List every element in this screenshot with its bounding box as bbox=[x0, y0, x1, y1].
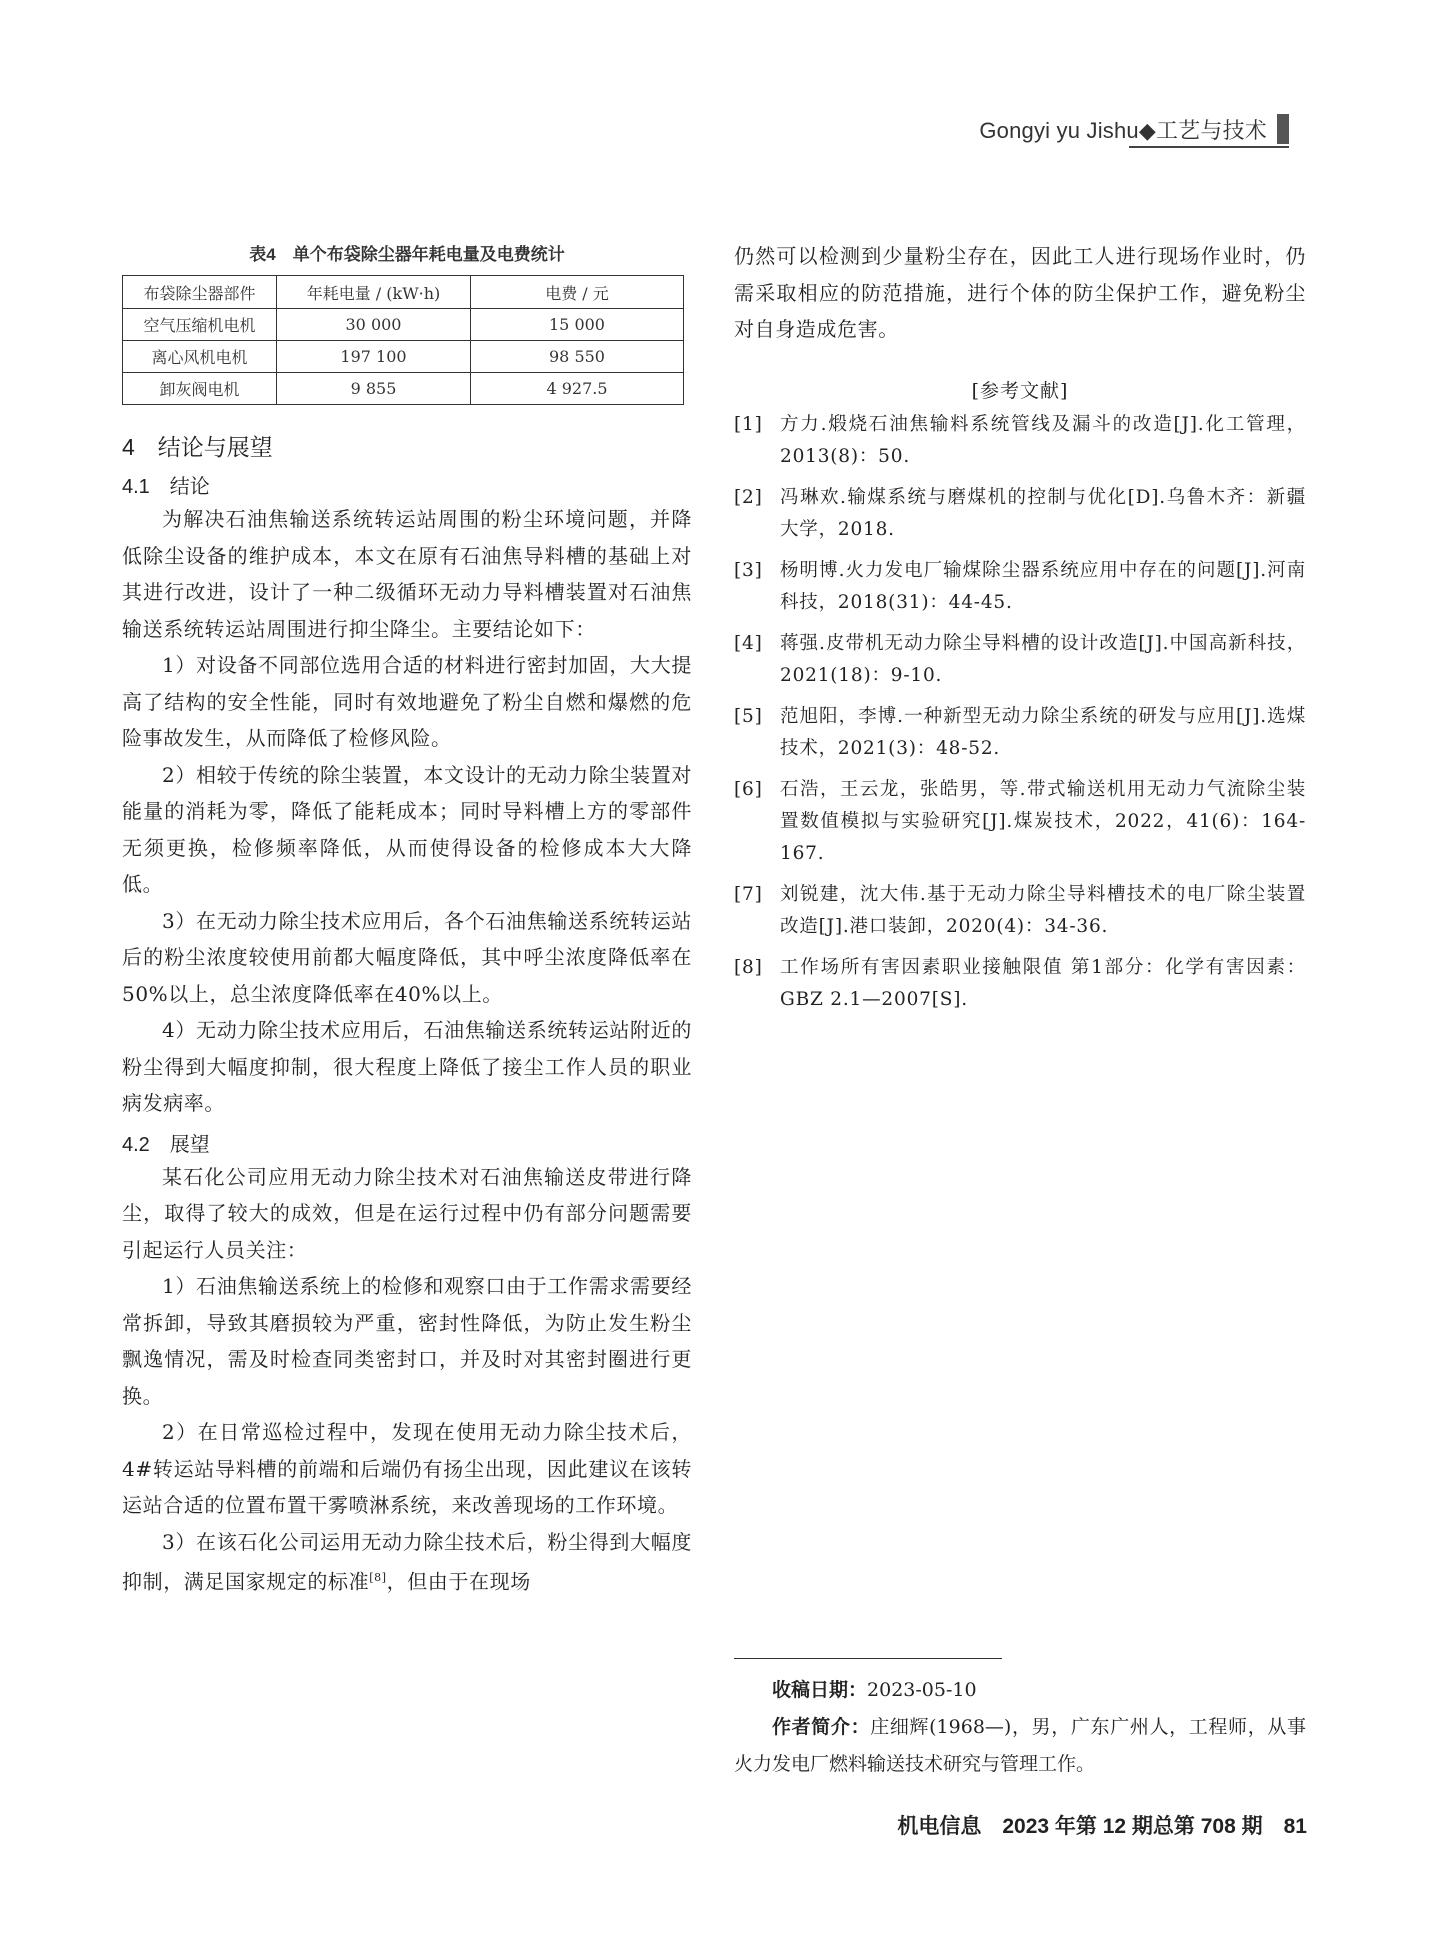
reference-text: 蒋强.皮带机无动力除尘导料槽的设计改造[J].中国高新科技，2021(18)：9-10. bbox=[780, 632, 1306, 686]
reference-number: [3] bbox=[734, 559, 763, 581]
reference-item bbox=[734, 701, 1306, 765]
references-title: [参考文献] bbox=[971, 379, 1069, 402]
reference-item bbox=[734, 879, 1306, 943]
paragraph: 2）在日常巡检过程中，发现在使用无动力除尘技术后，4#转运站导料槽的前端和后端仍有扬尘出现，因此建议在该转运站合适的位置布置干雾喷淋系统，来改善现场的工作环境。 bbox=[122, 1420, 692, 1517]
footnote-rule bbox=[734, 1658, 1002, 1659]
table-row bbox=[123, 309, 684, 341]
paragraph: 3）在无动力除尘技术应用后，各个石油焦输送系统转运站后的粉尘浓度较使用前都大幅度降低，其中呼尘浓度降低率在50%以上，总尘浓度降低率在40%以上。 bbox=[122, 908, 692, 1006]
table-cell: 空气压缩机电机 bbox=[123, 309, 277, 341]
table-row bbox=[123, 373, 684, 405]
paragraph: 4）无动力除尘技术应用后，石油焦输送系统转运站附近的粉尘得到大幅度抑制，很大程度上降低了接尘工作人员的职业病发病率。 bbox=[122, 1018, 692, 1115]
table-cell: 30 000 bbox=[277, 309, 471, 341]
reference-text: 冯琳欢.输煤系统与磨煤机的控制与优化[D].乌鲁木齐：新疆大学，2018. bbox=[780, 486, 1306, 540]
energy-table bbox=[122, 275, 684, 405]
table-row bbox=[123, 341, 684, 373]
reference-list bbox=[734, 409, 1306, 1016]
reference-text: 范旭阳，李博.一种新型无动力除尘系统的研发与应用[J].选煤技术，2021(3)：48-52. bbox=[780, 705, 1306, 759]
paragraph-text: 3）在该石化公司运用无动力除尘技术后，粉尘得到大幅度抑制，满足国家规定的标准 bbox=[122, 1529, 692, 1594]
reference-item bbox=[734, 409, 1306, 473]
header-bar-mark bbox=[1277, 114, 1289, 144]
received-date bbox=[734, 1672, 1306, 1709]
reference-item bbox=[734, 774, 1306, 870]
subsection-heading-4-2: 4.2 展望 bbox=[122, 1133, 210, 1156]
header-rule bbox=[1129, 146, 1289, 148]
reference-item bbox=[734, 952, 1306, 1016]
reference-item bbox=[734, 628, 1306, 692]
table-cell: 4 927.5 bbox=[471, 373, 684, 405]
subsection-heading-4-1: 4.1 结论 bbox=[122, 476, 210, 498]
reference-number: [7] bbox=[734, 883, 763, 905]
reference-text: 工作场所有害因素职业接触限值 第1部分：化学有害因素：GBZ 2.1—2007[S]. bbox=[780, 956, 1306, 1010]
table-cell: 卸灰阀电机 bbox=[123, 373, 277, 405]
reference-text: 石浩，王云龙，张皓男，等.带式输送机用无动力气流除尘装置数值模拟与实验研究[J].煤炭技术，2022，41(6)：164-167. bbox=[780, 778, 1306, 864]
reference-number: [2] bbox=[734, 486, 763, 508]
table-cell: 15 000 bbox=[471, 309, 684, 341]
table-cell: 98 550 bbox=[471, 341, 684, 373]
reference-number: [4] bbox=[734, 632, 763, 654]
section-heading-4: 4 结论与展望 bbox=[122, 434, 273, 460]
running-title: Gongyi yu Jishu◆工艺与技术 bbox=[979, 117, 1267, 143]
running-header bbox=[979, 110, 1289, 148]
page-footer: 机电信息 2023 年第 12 期总第 708 期 81 bbox=[897, 1815, 1307, 1838]
reference-text: 杨明博.火力发电厂输煤除尘器系统应用中存在的问题[J].河南科技，2018(31)：44-45. bbox=[780, 559, 1306, 613]
received-label: 收稿日期： bbox=[772, 1680, 868, 1701]
reference-number: [8] bbox=[734, 956, 763, 978]
table-header-row bbox=[123, 276, 684, 309]
paragraph-text: ，但由于在现场 bbox=[386, 1569, 531, 1594]
paragraph: 1）石油焦输送系统上的检修和观察口由于工作需求需要经常拆卸，导致其磨损较为严重，密封性降低，为防止发生粉尘飘逸情况，需及时检查同类密封口，并及时对其密封圈进行更换。 bbox=[122, 1274, 692, 1408]
author-info bbox=[734, 1709, 1306, 1783]
reference-number: [6] bbox=[734, 778, 763, 800]
reference-text: 刘锐建，沈大伟.基于无动力除尘导料槽技术的电厂除尘装置改造[J].港口装卸，2020(4)：34-36. bbox=[780, 883, 1306, 937]
right-column bbox=[734, 238, 1306, 1025]
author-value: 庄细辉(1968—)，男，广东广州人，工程师，从事火力发电厂燃料输送技术研究与管理工作。 bbox=[734, 1716, 1306, 1775]
paragraph-continued: 仍然可以检测到少量粉尘存在，因此工人进行现场作业时，仍需采取相应的防范措施，进行个体的防尘保护工作，避免粉尘对自身造成危害。 bbox=[734, 244, 1306, 341]
reference-number: [5] bbox=[734, 705, 763, 727]
author-label: 作者简介： bbox=[772, 1717, 871, 1738]
citation-ref: [8] bbox=[369, 1571, 387, 1584]
paragraph: 2）相较于传统的除尘装置，本文设计的无动力除尘装置对能量的消耗为零，降低了能耗成本；同时导料槽上方的零部件无须更换，检修频率降低，从而使得设备的检修成本大大降低。 bbox=[122, 762, 692, 896]
received-value: 2023-05-10 bbox=[867, 1679, 977, 1701]
table-cell: 9 855 bbox=[277, 373, 471, 405]
table-cell: 离心风机电机 bbox=[123, 341, 277, 373]
table-header-cell: 布袋除尘器部件 bbox=[123, 276, 277, 309]
reference-number: [1] bbox=[734, 413, 763, 435]
paragraph: 某石化公司应用无动力除尘技术对石油焦输送皮带进行降尘，取得了较大的成效，但是在运行过程中仍有部分问题需要引起运行人员关注： bbox=[122, 1164, 692, 1262]
table-caption: 表4 单个布袋除尘器年耗电量及电费统计 bbox=[249, 245, 565, 264]
reference-item bbox=[734, 555, 1306, 619]
reference-text: 方力.煅烧石油焦输料系统管线及漏斗的改造[J].化工管理，2013(8)：50. bbox=[780, 413, 1306, 467]
paragraph bbox=[122, 1524, 692, 1601]
table-header-cell: 年耗电量 / (kW·h) bbox=[277, 276, 471, 309]
paragraph: 1）对设备不同部位选用合适的材料进行密封加固，大大提高了结构的安全性能，同时有效地避免了粉尘自燃和爆燃的危险事故发生，从而降低了检修风险。 bbox=[122, 653, 692, 750]
reference-item bbox=[734, 482, 1306, 546]
left-column bbox=[122, 238, 692, 1600]
paragraph: 为解决石油焦输送系统转运站周围的粉尘环境问题，并降低除尘设备的维护成本，本文在原有石油焦导料槽的基础上对其进行改进，设计了一种二级循环无动力导料槽装置对石油焦输送系统转运站周围进行抑尘降尘。主要结论如下： bbox=[122, 507, 692, 641]
table-cell: 197 100 bbox=[277, 341, 471, 373]
footnote bbox=[734, 1672, 1306, 1783]
table-header-cell: 电费 / 元 bbox=[471, 276, 684, 309]
